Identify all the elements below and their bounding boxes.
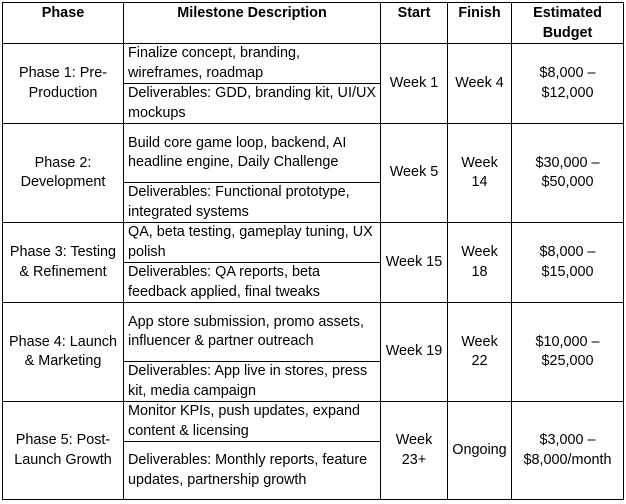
- header-row: [3, 3, 624, 44]
- tasks-cell: Monitor KPIs, push updates, expand content & licensing: [124, 402, 381, 442]
- tasks-cell: App store submission, promo assets, influencer & partner outreach: [124, 303, 381, 362]
- start-cell: Week 23+: [381, 402, 448, 500]
- table-row: [3, 223, 624, 263]
- deliverables-cell: Deliverables: App live in stores, press kit, media campaign: [124, 362, 381, 402]
- finish-cell: Week 18: [448, 223, 512, 303]
- deliverables-cell: Deliverables: Monthly reports, feature updates, partnership growth: [124, 442, 381, 500]
- phase-cell: Phase 2: Development: [3, 124, 124, 223]
- budget-cell: $3,000 – $8,000/month: [512, 402, 624, 500]
- budget-cell: $8,000 – $15,000: [512, 223, 624, 303]
- phase-cell: Phase 4: Launch & Marketing: [3, 303, 124, 402]
- header-budget: Estimated Budget: [512, 3, 624, 44]
- table-row: [3, 44, 624, 84]
- header-phase: Phase: [3, 3, 124, 44]
- finish-cell: Week 14: [448, 124, 512, 223]
- tasks-cell: QA, beta testing, gameplay tuning, UX polish: [124, 223, 381, 263]
- phase-cell: Phase 5: Post-Launch Growth: [3, 402, 124, 500]
- header-start: Start: [381, 3, 448, 44]
- start-cell: Week 15: [381, 223, 448, 303]
- tasks-cell: Build core game loop, backend, AI headline engine, Daily Challenge: [124, 124, 381, 183]
- budget-cell: $30,000 – $50,000: [512, 124, 624, 223]
- header-milestone: Milestone Description: [124, 3, 381, 44]
- table-row: [3, 402, 624, 442]
- table-row: [3, 124, 624, 183]
- tasks-cell: Finalize concept, branding, wireframes, roadmap: [124, 44, 381, 84]
- start-cell: Week 1: [381, 44, 448, 124]
- start-cell: Week 5: [381, 124, 448, 223]
- budget-cell: $10,000 – $25,000: [512, 303, 624, 402]
- deliverables-cell: Deliverables: QA reports, beta feedback applied, final tweaks: [124, 263, 381, 303]
- phase-cell: Phase 3: Testing & Refinement: [3, 223, 124, 303]
- finish-cell: Ongoing: [448, 402, 512, 500]
- start-cell: Week 19: [381, 303, 448, 402]
- table-row: [3, 303, 624, 362]
- roadmap-table: [2, 2, 624, 500]
- finish-cell: Week 22: [448, 303, 512, 402]
- finish-cell: Week 4: [448, 44, 512, 124]
- deliverables-cell: Deliverables: Functional prototype, integrated systems: [124, 183, 381, 223]
- phase-cell: Phase 1: Pre-Production: [3, 44, 124, 124]
- budget-cell: $8,000 – $12,000: [512, 44, 624, 124]
- deliverables-cell: Deliverables: GDD, branding kit, UI/UX mockups: [124, 84, 381, 124]
- header-finish: Finish: [448, 3, 512, 44]
